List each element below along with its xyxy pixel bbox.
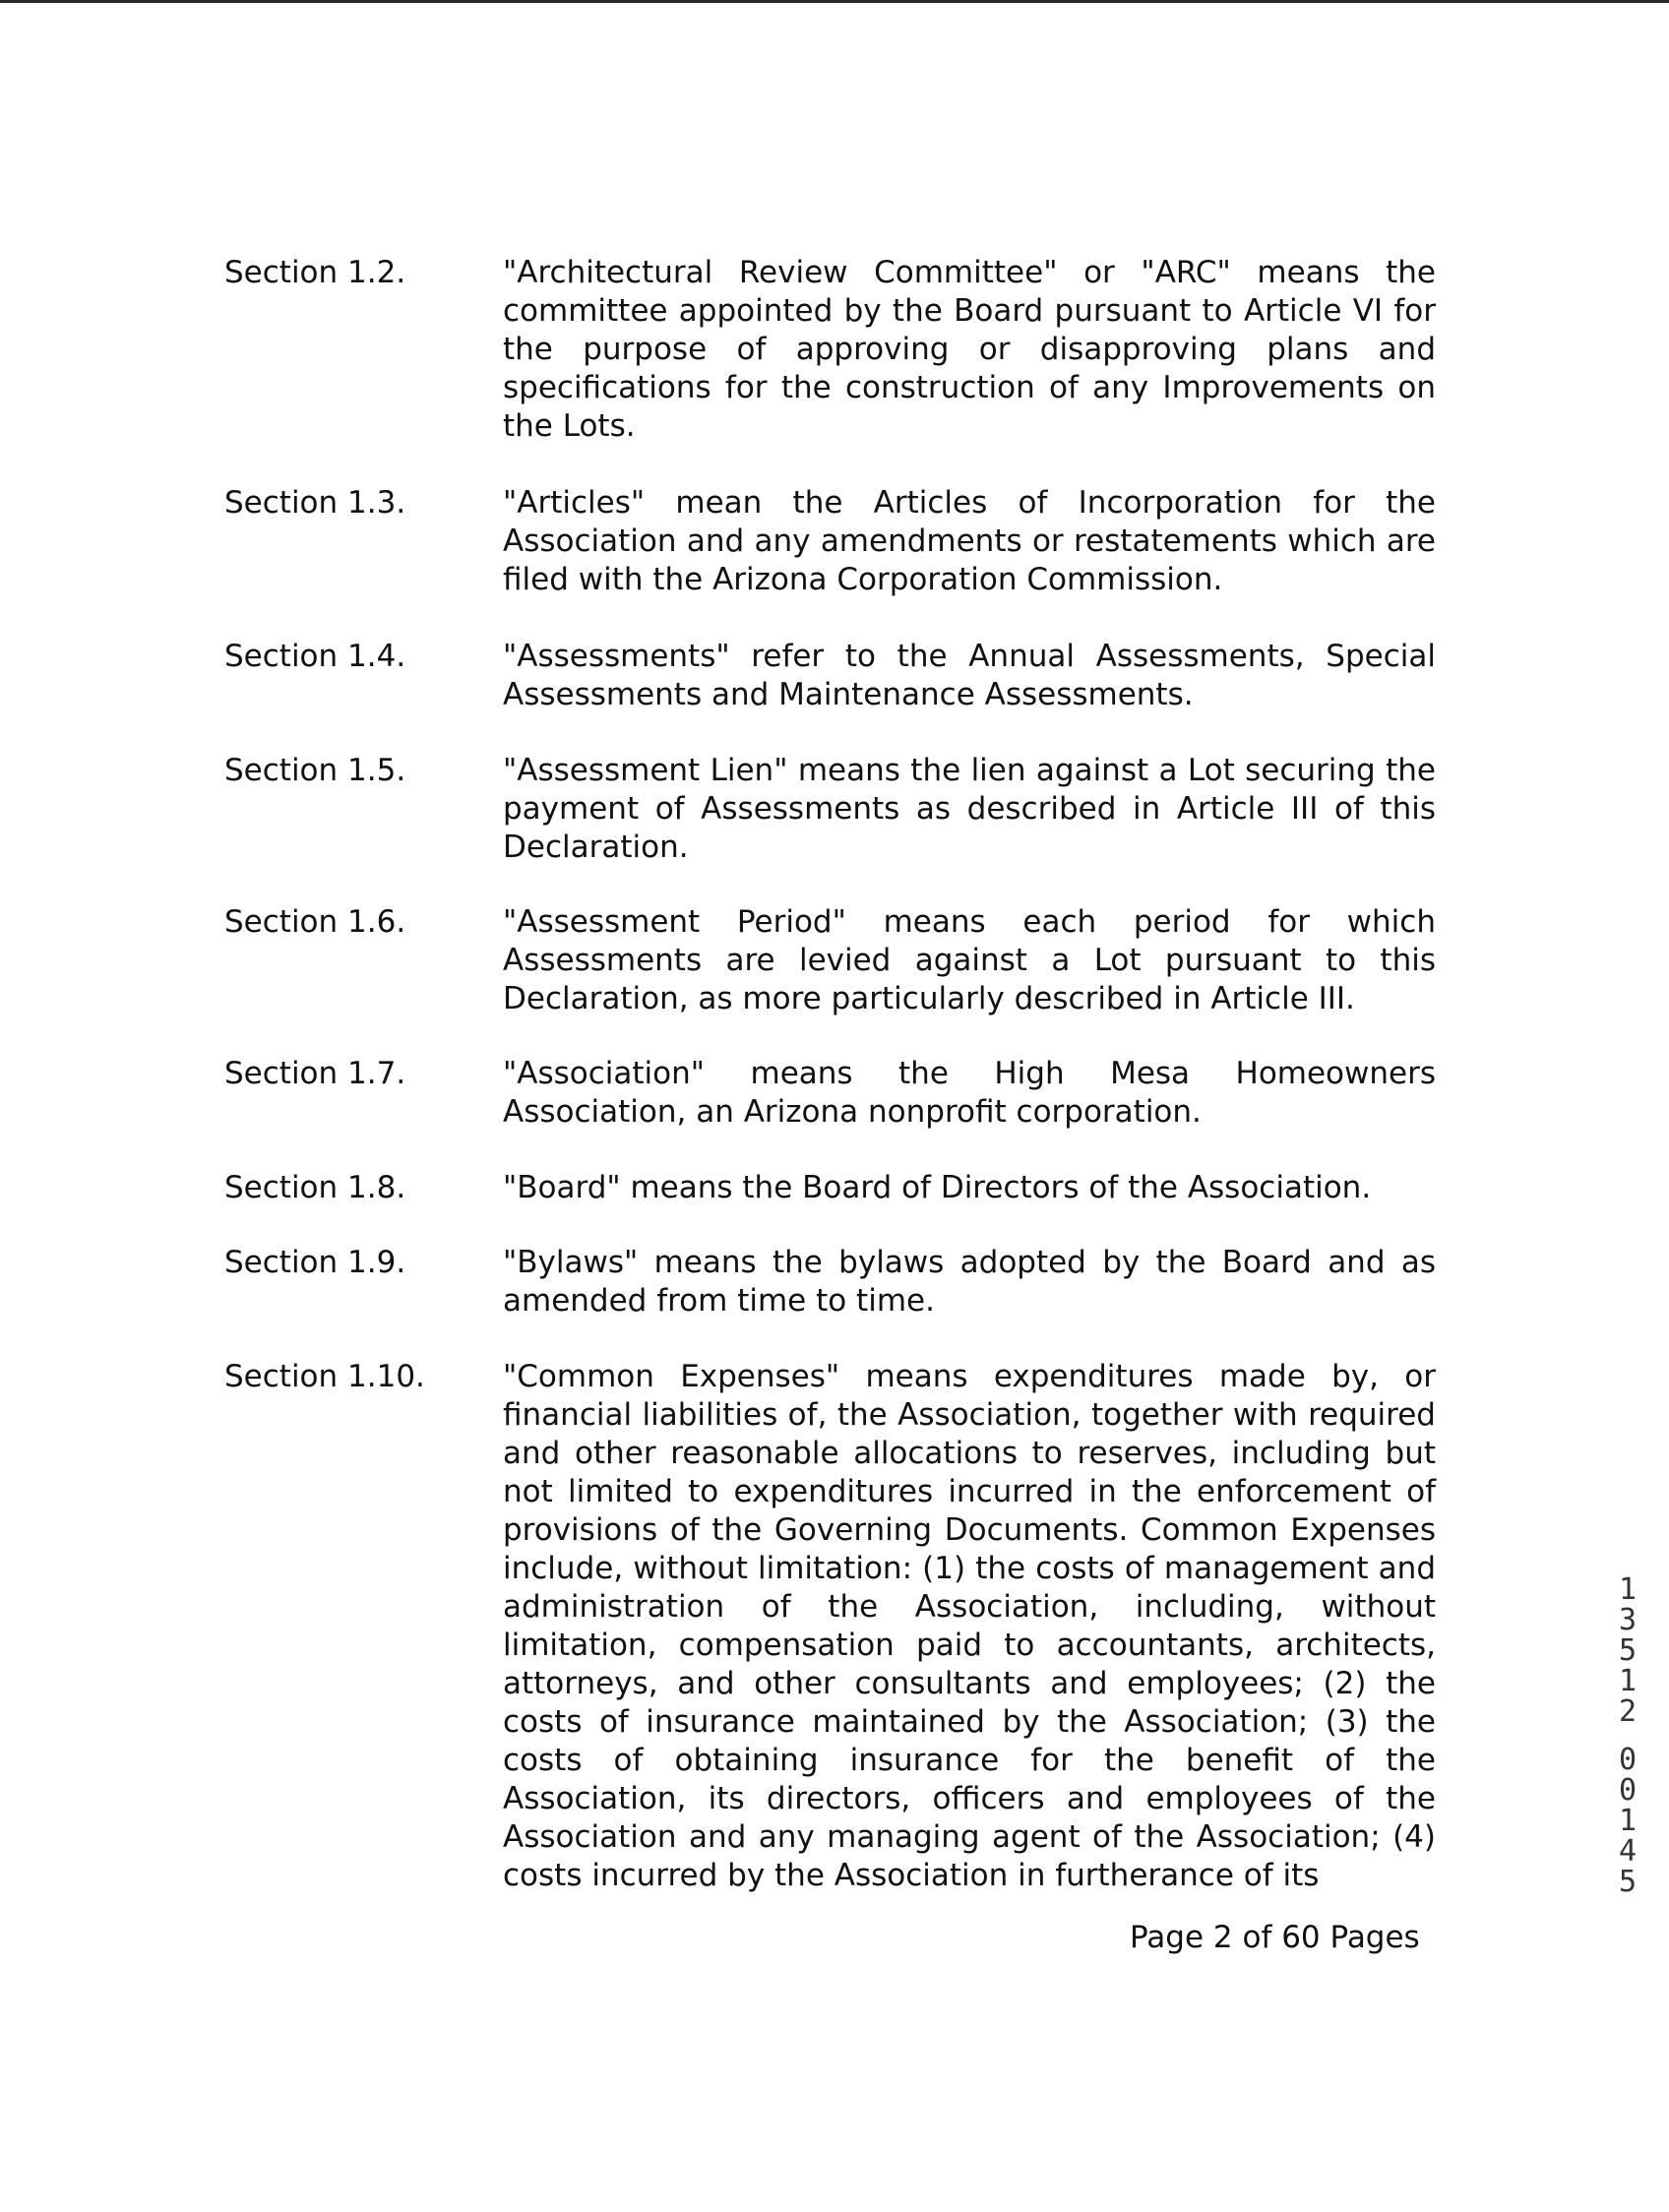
section-text: "Assessment Lien" means the lien against a Lot securing the payment of Assessments as described in Article III of this Declaration. xyxy=(503,753,1436,865)
section-label: Section 1.6. xyxy=(224,904,406,940)
section-1-9 xyxy=(224,1244,1437,1321)
section-text: "Articles" mean the Articles of Incorporation for the Association and any amendments or restatements which are filed with the Arizona Corporation Commission. xyxy=(503,485,1436,597)
section-label: Section 1.7. xyxy=(224,1056,406,1091)
stamp-digit: 1 xyxy=(1618,1572,1638,1607)
section-text: "Board" means the Board of Directors of the Association. xyxy=(503,1170,1372,1205)
stamp-digit: 2 xyxy=(1618,1694,1638,1729)
scan-edge-line xyxy=(0,0,1669,3)
section-1-4 xyxy=(224,638,1437,714)
section-1-8 xyxy=(224,1169,1437,1207)
page-number: Page 2 of 60 Pages xyxy=(1130,1920,1420,1955)
section-1-6 xyxy=(224,903,1437,1018)
section-text: "Assessment Period" means each period for which Assessments are levied against a Lot pursuant to this Declaration, as more particularly described in Article III. xyxy=(503,904,1436,1016)
section-label: Section 1.5. xyxy=(224,753,406,788)
section-text: "Bylaws" means the bylaws adopted by the Board and as amended from time to time. xyxy=(503,1245,1436,1319)
section-text: "Architectural Review Committee" or "ARC" means the committee appointed by the Board pursuant to Article VI for the purpose of approving or disapproving plans and specifications for the construction of any Improvements on the Lots. xyxy=(503,255,1436,444)
section-1-3 xyxy=(224,484,1437,599)
section-label: Section 1.3. xyxy=(224,485,406,521)
section-text: "Common Expenses" means expenditures made by, or financial liabilities of, the Association, together with required and other reasonable allocations to reserves, including but not limited to expenditures incurred in the enforcement of provisions of the Governing Documents. Common Expenses include, without limitation: (1) the costs of management and administration of the Association, including, without limitation, compensation paid to accountants, architects, attorneys, and other consultants and employees; (2) the costs of insurance maintained by the Association; (3) the costs of obtaining insurance for the benefit of the Association, its directors, officers and employees of the Association and any managing agent of the Association; (4) costs incurred by the Association in furtherance of its xyxy=(503,1359,1436,1893)
stamp-digit: 0 xyxy=(1618,1773,1638,1808)
stamp-digit: 1 xyxy=(1618,1664,1638,1698)
stamp-digit: 3 xyxy=(1618,1603,1638,1637)
stamp-digit: 4 xyxy=(1618,1834,1638,1869)
section-label: Section 1.2. xyxy=(224,255,406,290)
stamp-digit: 0 xyxy=(1618,1743,1638,1777)
section-text: "Assessments" refer to the Annual Assessments, Special Assessments and Maintenance Assessments. xyxy=(503,639,1436,712)
stamp-digit: 5 xyxy=(1618,1865,1638,1899)
section-label: Section 1.8. xyxy=(224,1170,406,1205)
section-text: "Association" means the High Mesa Homeowners Association, an Arizona nonprofit corporation. xyxy=(503,1056,1436,1130)
section-1-2 xyxy=(224,254,1437,446)
stamp-digit: 1 xyxy=(1618,1804,1638,1838)
section-label: Section 1.4. xyxy=(224,639,406,674)
stamp-digit: 5 xyxy=(1618,1633,1638,1668)
section-1-10 xyxy=(224,1358,1437,1895)
section-label: Section 1.9. xyxy=(224,1245,406,1280)
section-1-5 xyxy=(224,752,1437,867)
section-label: Section 1.10. xyxy=(224,1359,425,1394)
recording-stamp xyxy=(1608,1574,1647,1897)
section-1-7 xyxy=(224,1055,1437,1132)
